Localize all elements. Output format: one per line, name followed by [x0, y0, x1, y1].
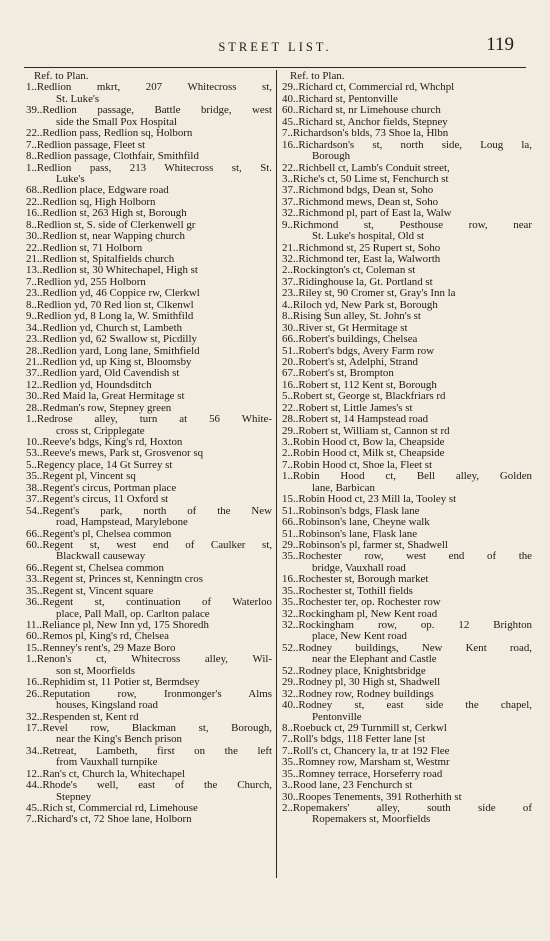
street-entry: [26, 814, 272, 825]
entry-line: 32..Rockingham pl, New Kent road: [282, 608, 438, 620]
street-entry: [282, 288, 532, 299]
street-entry: [26, 597, 272, 620]
street-entry: [282, 346, 532, 357]
street-entry: [282, 117, 532, 128]
street-entry: [282, 185, 532, 196]
street-entry: [282, 391, 532, 402]
entry-line: 23..Redlion yd, 46 Coppice rw, Clerkwl: [26, 288, 200, 300]
entry-continuation-line: cross st, Cripplegate: [56, 425, 145, 437]
entry-line: 32..Rodney row, Rodney buildings: [282, 688, 434, 700]
street-entry: [282, 277, 532, 288]
entry-line: 3..Rood lane, 23 Fenchurch st: [282, 780, 413, 792]
entry-continuation-line: houses, Kingsland road: [56, 700, 158, 712]
street-entry: [282, 792, 532, 803]
entry-line: 37..Regent's circus, 11 Oxford st: [26, 494, 169, 506]
entry-line: 26..Reputation row, Ironmonger's Alms: [26, 688, 272, 700]
entry-continuation-line: bridge, Vauxhall road: [312, 562, 406, 574]
street-entry: [282, 380, 532, 391]
entry-line: 22..Redlion st, 71 Holborn: [26, 242, 143, 254]
entry-line: 32..Rockingham row, op. 12 Brighton: [282, 620, 532, 631]
street-entry: [282, 368, 532, 379]
street-entry: [26, 208, 272, 219]
entry-line: 29..Rodney pl, 30 High st, Shadwell: [282, 677, 441, 689]
street-entry: [282, 105, 532, 116]
street-entry: [26, 334, 272, 345]
street-entry: [282, 254, 532, 265]
entry-line: 66..Robinson's lane, Cheyne walk: [282, 517, 430, 529]
street-entry: [26, 712, 272, 723]
entry-line: 16..Richardson's st, north side, Loug la,: [282, 139, 532, 151]
street-entry: [282, 757, 532, 768]
street-entry: [282, 426, 532, 437]
street-entry: [282, 140, 532, 163]
street-entry: [282, 163, 532, 174]
entry-continuation-line: Ropemakers st, Moorfields: [312, 814, 431, 826]
entry-line: 35..Regent pl, Vincent sq: [26, 471, 136, 483]
entry-continuation-line: Pentonville: [312, 711, 362, 723]
page-number: 119: [486, 34, 514, 55]
street-entry: [26, 471, 272, 482]
entry-continuation-line: Luke's: [56, 173, 85, 185]
street-entry: [26, 746, 272, 769]
street-entry: [282, 677, 532, 688]
entry-line: 21..Redlion st, Spitalfields church: [26, 254, 175, 265]
street-entry: [282, 609, 532, 620]
entry-line: 7..Richardson's blds, 73 Shoe la, Hlbn: [282, 128, 449, 140]
entry-line: 15..Renney's rent's, 29 Maze Boro: [26, 642, 176, 654]
street-entry: [26, 620, 272, 631]
street-entry: [282, 506, 532, 517]
street-entry: [282, 323, 532, 334]
street-entry: [26, 231, 272, 242]
entry-line: 52..Rodney buildings, New Kent road,: [282, 642, 532, 654]
street-entry: [26, 105, 272, 128]
entry-line: 66..Regent's pl, Chelsea common: [26, 528, 172, 540]
entry-line: 22..Redlion sq, High Holborn: [26, 196, 156, 208]
entry-line: 29..Robinson's pl, farmer st, Shadwell: [282, 539, 448, 551]
entry-line: 7..Redlion passage, Fleet st: [26, 139, 146, 151]
street-entry: [282, 689, 532, 700]
street-entry: [282, 220, 532, 243]
entry-line: 35..Romney row, Marsham st, Westmr: [282, 757, 450, 769]
street-entry: [26, 460, 272, 471]
street-entry: [282, 460, 532, 471]
entry-line: 51..Robinson's bdgs, Flask lane: [282, 505, 420, 517]
entry-line: 67..Robert's st, Brompton: [282, 368, 394, 380]
entry-continuation-line: place, New Kent road: [312, 631, 407, 643]
street-entry: [282, 540, 532, 551]
right-column-heading: Ref. to Plan.: [290, 71, 345, 82]
street-entry: [26, 586, 272, 597]
entry-line: 11..Reliance pl, New Inn yd, 175 Shoredh: [26, 620, 209, 631]
street-entry: [26, 414, 272, 437]
entry-line: 8..Redlion passage, Clothfair, Smithfild: [26, 151, 199, 163]
right-column: [282, 71, 532, 826]
entry-line: 30..Red Maid la, Great Hermitage st: [26, 391, 185, 403]
street-entry: [26, 448, 272, 459]
street-entry: [26, 494, 272, 505]
street-entry: [26, 529, 272, 540]
entry-line: 53..Reeve's mews, Park st, Grosvenor sq: [26, 448, 204, 460]
street-entry: [26, 723, 272, 746]
entry-line: 21..Richmond st, 25 Rupert st, Soho: [282, 242, 441, 254]
entry-line: 22..Robert st, Little James's st: [282, 402, 413, 414]
street-entry: [282, 769, 532, 780]
entry-line: 33..Regent st, Princes st, Kenningtn cros: [26, 574, 203, 586]
entry-line: 39..Redlion passage, Battle bridge, west: [26, 105, 272, 117]
street-entry: [26, 277, 272, 288]
entry-line: 32..Richmond ter, East la, Walworth: [282, 254, 441, 265]
street-entry: [282, 803, 532, 826]
entry-line: 8..Redlion yd, 70 Red lion st, Clkenwl: [26, 299, 194, 311]
entry-line: 45..Rich st, Commercial rd, Limehouse: [26, 803, 198, 814]
entry-line: 34..Redlion yd, Church st, Lambeth: [26, 322, 183, 334]
entry-continuation-line: Borough: [312, 151, 351, 163]
street-entry: [26, 506, 272, 529]
entry-line: 30..Roopes Tenements, 391 Rotherhith st: [282, 791, 462, 803]
street-entry: [282, 414, 532, 425]
entry-line: 12..Ran's ct, Church la, Whitechapel: [26, 768, 186, 780]
entry-continuation-line: side the Small Pox Hospital: [56, 116, 178, 128]
street-entry: [26, 574, 272, 585]
entry-line: 1..Renon's ct, Whitecross alley, Wil-: [26, 654, 272, 666]
entry-line: 35..Romney terrace, Horseferry road: [282, 768, 443, 780]
entry-line: 16..Robert st, 112 Kent st, Borough: [282, 379, 437, 391]
left-column-heading: Ref. to Plan.: [34, 71, 89, 82]
entry-line: 52..Rodney place, Knightsbridge: [282, 665, 426, 677]
left-column: [26, 71, 272, 826]
entry-line: 4..Riloch yd, New Park st, Borough: [282, 299, 438, 311]
street-entry: [26, 643, 272, 654]
entry-continuation-line: St. Luke's: [56, 93, 100, 105]
street-entry: [26, 357, 272, 368]
street-entry: [26, 689, 272, 712]
entry-line: 7..Roll's bdgs, 118 Fetter lane [st: [282, 734, 426, 746]
entry-line: 37..Richmond bdgs, Dean st, Soho: [282, 185, 434, 197]
street-entry: [26, 677, 272, 688]
entry-line: 44..Rhode's well, east of the Church,: [26, 780, 272, 792]
entry-line: 7..Richard's ct, 72 Shoe lane, Holborn: [26, 814, 192, 826]
entry-line: 1..Robin Hood ct, Bell alley, Golden: [282, 471, 532, 483]
entry-line: 16..Rephidim st, 11 Potier st, Bermdsey: [26, 677, 200, 689]
entry-line: 45..Richard st, Anchor fields, Stepney: [282, 116, 448, 128]
entry-line: 34..Retreat, Lambeth, first on the left: [26, 745, 272, 757]
entry-line: 2..Rockington's ct, Coleman st: [282, 265, 416, 277]
entry-line: 22..Richbell ct, Lamb's Conduit street,: [282, 162, 450, 174]
entry-line: 28..Redman's row, Stepney green: [26, 402, 172, 414]
entry-line: 15..Robin Hood ct, 23 Mill la, Tooley st: [282, 494, 457, 506]
entry-line: 1..Redlion pass, 213 Whitecross st, St.: [26, 162, 272, 174]
entry-line: 13..Redlion st, 30 Whitechapel, High st: [26, 265, 198, 277]
entry-continuation-line: from Vauxhall turnpike: [56, 757, 158, 769]
street-entry: [282, 746, 532, 757]
entry-line: 32..Richmond pl, part of East la, Walw: [282, 208, 452, 220]
entry-continuation-line: Blackwall causeway: [56, 551, 146, 563]
entry-line: 7..Redlion yd, 255 Holborn: [26, 276, 146, 288]
entry-line: 68..Redlion place, Edgware road: [26, 185, 169, 197]
entry-line: 32..Respenden st, Kent rd: [26, 711, 139, 723]
entry-line: 8..Redlion st, S. side of Clerkenwell gr: [26, 219, 196, 231]
entry-line: 29..Robert st, William st, Cannon st rd: [282, 425, 450, 437]
entry-line: 60..Remos pl, King's rd, Chelsea: [26, 631, 169, 643]
running-title: STREET LIST.: [218, 40, 332, 54]
entry-line: 1..Redlion mkrt, 207 Whitecross st,: [26, 82, 272, 94]
entry-line: 30..Redlion st, near Wapping church: [26, 231, 185, 243]
street-entry: [26, 220, 272, 231]
street-entry: [26, 311, 272, 322]
entry-line: 9..Richmond st, Pesthouse row, near: [282, 219, 532, 231]
entry-line: 36..Regent st, continuation of Waterloo: [26, 597, 272, 609]
entry-line: 35..Rochester ter, op. Rochester row: [282, 597, 441, 609]
entry-line: 5..Robert st, George st, Blackfriars rd: [282, 391, 446, 403]
entry-line: 66..Regent st, Chelsea common: [26, 562, 164, 574]
entry-line: 2..Robin Hood ct, Milk st, Cheapside: [282, 448, 445, 460]
entry-line: 66..Robert's buildings, Chelsea: [282, 334, 418, 346]
street-entry: [282, 448, 532, 459]
entry-line: 10..Reeve's bdgs, King's rd, Hoxton: [26, 437, 183, 448]
entry-line: 28..Redlion yard, Long lane, Smithfield: [26, 345, 200, 357]
entry-line: 20..Robert's st, Adelphi, Strand: [282, 356, 418, 368]
entry-line: 37..Redlion yard, Old Cavendish st: [26, 368, 180, 380]
street-entry: [282, 357, 532, 368]
street-entry: [282, 94, 532, 105]
street-entry: [282, 128, 532, 139]
street-entry: [26, 140, 272, 151]
entry-line: 16..Rochester st, Borough market: [282, 574, 429, 586]
column-divider: [276, 70, 277, 878]
entry-continuation-line: place, Pall Mall, op. Carlton palace: [56, 608, 210, 620]
street-entry: [282, 586, 532, 597]
entry-line: 40..Richard st, Pentonville: [282, 93, 398, 105]
street-entry: [282, 666, 532, 677]
entry-line: 35..Regent st, Vincent square: [26, 585, 154, 597]
entry-line: 21..Redlion yd, up King st, Bloomsby: [26, 356, 192, 368]
street-entry: [282, 243, 532, 254]
street-entry: [26, 631, 272, 642]
street-entry: [26, 654, 272, 677]
street-entry: [282, 334, 532, 345]
entry-line: 54..Regent's park, north of the New: [26, 505, 272, 517]
street-entry: [282, 700, 532, 723]
entry-line: 12..Redlion yd, Houndsditch: [26, 379, 152, 391]
street-entry: [26, 288, 272, 299]
street-entry: [282, 643, 532, 666]
street-entry: [282, 723, 532, 734]
street-entry: [282, 82, 532, 93]
entry-continuation-line: Stepney: [56, 791, 92, 803]
street-entry: [26, 265, 272, 276]
street-entry: [26, 437, 272, 448]
entry-line: 29..Richard ct, Commercial rd, Whchpl: [282, 82, 455, 94]
street-entry: [26, 243, 272, 254]
entry-line: 22..Redlion pass, Redlion sq, Holborn: [26, 128, 193, 140]
street-entry: [26, 346, 272, 357]
entry-line: 23..Redlion yd, 62 Swallow st, Picdilly: [26, 334, 197, 346]
entry-line: 8..Roebuck ct, 29 Turnmill st, Cerkwl: [282, 722, 447, 734]
street-entry: [282, 437, 532, 448]
entry-line: 17..Revel row, Blackman st, Borough,: [26, 722, 272, 734]
entry-line: 28..Robert st, 14 Hampstead road: [282, 414, 429, 426]
street-entry: [282, 620, 532, 643]
street-entry: [282, 265, 532, 276]
entry-line: 5..Regency place, 14 Gt Surrey st: [26, 459, 173, 471]
street-entry: [26, 563, 272, 574]
street-entry: [26, 185, 272, 196]
entry-continuation-line: son st, Moorfields: [56, 665, 135, 677]
entry-line: 37..Ridinghouse la, Gt. Portland st: [282, 276, 433, 288]
street-entry: [26, 483, 272, 494]
entry-line: 2..Ropemakers' alley, south side of: [282, 803, 532, 814]
entry-line: 9..Redlion yd, 8 Long la, W. Smithfild: [26, 311, 194, 323]
page-header: [0, 34, 550, 64]
entry-line: 23..Riley st, 90 Cromer st, Gray's Inn la: [282, 288, 456, 300]
entry-line: 38..Regent's circus, Portman place: [26, 482, 177, 494]
entry-line: 40..Rodney st, east side the chapel,: [282, 700, 532, 712]
entry-line: 3..Riche's ct, 50 Lime st, Fenchurch st: [282, 173, 449, 185]
entry-line: 30..River st, Gt Hermitage st: [282, 322, 408, 334]
street-entry: [282, 529, 532, 540]
street-entry: [282, 597, 532, 608]
entry-line: 60..Richard st, nr Limehouse church: [282, 105, 441, 117]
entry-line: 3..Robin Hood ct, Bow la, Cheapside: [282, 437, 445, 448]
street-entry: [26, 151, 272, 162]
street-entry: [282, 780, 532, 791]
street-entry: [282, 551, 532, 574]
entry-line: 37..Richmond mews, Dean st, Soho: [282, 196, 439, 208]
street-entry: [282, 517, 532, 528]
street-entry: [282, 311, 532, 322]
entry-line: 7..Robin Hood ct, Shoe la, Fleet st: [282, 459, 433, 471]
street-entry: [26, 769, 272, 780]
entry-continuation-line: lane, Barbican: [312, 482, 375, 494]
street-entry: [282, 494, 532, 505]
entry-line: 1..Redrose alley, turn at 56 White-: [26, 414, 272, 426]
street-entry: [26, 323, 272, 334]
street-entry: [282, 197, 532, 208]
street-entry: [26, 380, 272, 391]
street-entry: [26, 197, 272, 208]
street-entry: [26, 300, 272, 311]
street-entry: [26, 780, 272, 803]
entry-continuation-line: road, Hampstead, Marylebone: [56, 517, 188, 529]
street-entry: [282, 300, 532, 311]
street-entry: [282, 574, 532, 585]
street-entry: [26, 163, 272, 186]
entry-line: 35..Rochester row, west end of the: [282, 551, 532, 563]
street-entry: [26, 128, 272, 139]
street-entry: [26, 403, 272, 414]
street-entry: [282, 208, 532, 219]
entry-line: 35..Rochester st, Tothill fields: [282, 585, 413, 597]
street-entry: [282, 734, 532, 745]
entry-continuation-line: near the King's Bench prison: [56, 734, 182, 746]
street-entry: [282, 403, 532, 414]
entry-line: 51..Robinson's lane, Flask lane: [282, 528, 418, 540]
street-entry: [282, 174, 532, 185]
entry-line: 16..Redlion st, 263 High st, Borough: [26, 208, 187, 220]
entry-continuation-line: near the Elephant and Castle: [312, 654, 437, 666]
header-rule: [24, 67, 526, 68]
street-entry: [26, 368, 272, 379]
street-entry: [26, 803, 272, 814]
street-entry: [282, 471, 532, 494]
entry-line: 60..Regent st, west end of Caulker st,: [26, 539, 272, 551]
street-entry: [26, 254, 272, 265]
street-entry: [26, 82, 272, 105]
entry-line: 7..Roll's ct, Chancery la, tr at 192 Flee: [282, 745, 450, 757]
street-entry: [26, 391, 272, 402]
entry-line: 51..Robert's bdgs, Avery Farm row: [282, 345, 435, 357]
street-entry: [26, 540, 272, 563]
entry-continuation-line: St. Luke's hospital, Old st: [312, 231, 425, 243]
entry-line: 8..Rising Sun alley, St. John's st: [282, 311, 421, 323]
